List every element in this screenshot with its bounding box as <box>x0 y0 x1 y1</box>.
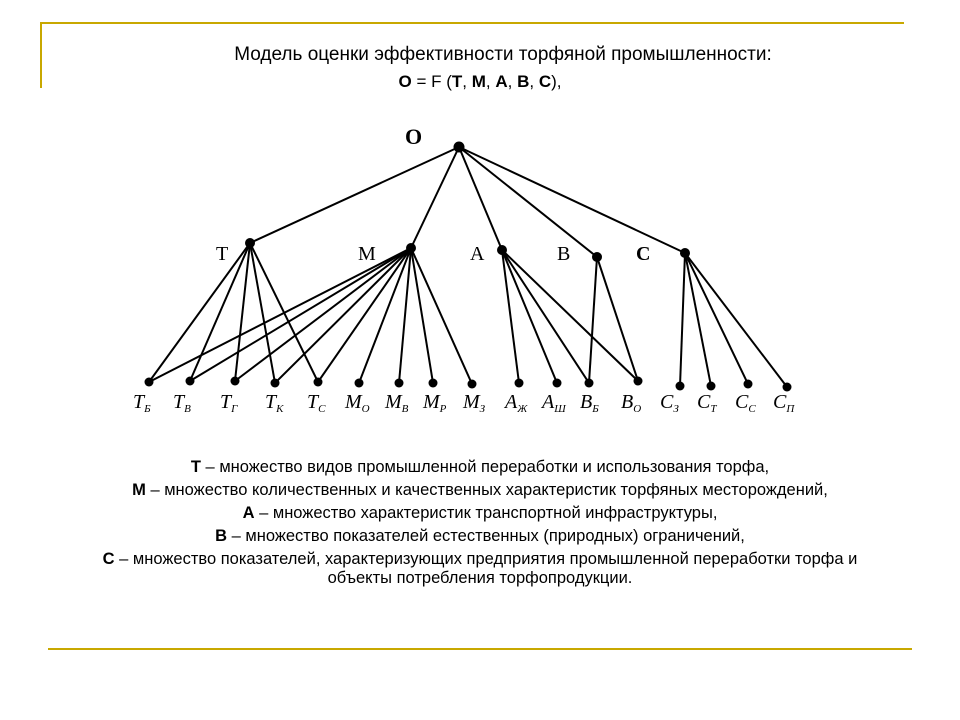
legend-key: С <box>102 550 115 568</box>
legend-key: В <box>215 527 228 545</box>
leaf-node <box>515 379 524 388</box>
tree-edge <box>318 248 411 382</box>
leaf-label: $М_Р$ <box>423 391 447 415</box>
leaf-label: $М_З$ <box>463 391 486 415</box>
legend-text: – множество количественных и качественных характеристик торфяных месторождений, <box>145 481 828 499</box>
group-node-t <box>245 238 255 248</box>
tree-edge <box>459 147 502 250</box>
root-label: О <box>405 124 423 149</box>
tree-edge <box>680 253 685 386</box>
formula-t: Т <box>451 72 463 91</box>
leaf-label: $С_Т$ <box>697 391 717 415</box>
group-label-b: В <box>557 243 571 265</box>
leaf-label: $Т_Б$ <box>133 391 151 415</box>
tree-edge <box>411 248 472 384</box>
leaf-label: $Т_Г$ <box>220 391 238 415</box>
leaf-node <box>634 377 643 386</box>
group-node-c <box>680 248 690 258</box>
tree-edge <box>685 253 787 387</box>
tree-edge <box>250 243 275 383</box>
leaf-node <box>468 380 477 389</box>
slide-title: Модель оценки эффективности торфяной промышленности: <box>234 44 772 65</box>
tree-edge <box>411 248 433 383</box>
leaf-node <box>271 379 280 388</box>
leaf-label: $В_О$ <box>621 391 642 415</box>
tree-edge <box>149 248 411 382</box>
leaf-label: $А_Ж$ <box>505 391 528 415</box>
legend-item <box>90 458 870 477</box>
root-node <box>454 142 465 153</box>
formula: О = F (Т, М, А, В, С), <box>398 72 562 91</box>
formula-b: В <box>517 72 530 91</box>
formula-o: О <box>398 72 412 91</box>
tree-edge <box>235 243 250 381</box>
tree-edge <box>685 253 711 386</box>
leaf-label: $М_О$ <box>345 391 370 415</box>
group-label-m: М <box>358 243 376 265</box>
legend-text: – множество показателей, характеризующих предприятия промышленной переработки торфа и объекты потребления торфопродукции. <box>114 550 858 587</box>
leaf-node <box>314 378 323 387</box>
group-node-m <box>406 243 416 253</box>
bottom-rule <box>48 648 912 650</box>
legend-text: – множество характеристик транспортной инфраструктуры, <box>254 504 718 522</box>
legend <box>90 458 870 592</box>
legend-text: – множество видов промышленной переработки и использования торфа, <box>200 458 770 476</box>
legend-item <box>90 481 870 500</box>
tree-edge <box>411 147 459 248</box>
leaf-node <box>145 378 154 387</box>
formula-c: С <box>538 72 552 91</box>
leaf-node <box>355 379 364 388</box>
group-label-a: А <box>470 243 485 265</box>
tree-edge <box>190 248 411 381</box>
formula-m: М <box>471 72 486 91</box>
tree-edge <box>250 147 459 243</box>
leaf-label: $М_В$ <box>385 391 409 415</box>
group-node-a <box>497 245 507 255</box>
leaf-node <box>395 379 404 388</box>
leaf-node <box>429 379 438 388</box>
leaf-node <box>585 379 594 388</box>
formula-close: ), <box>551 72 562 91</box>
leaf-label: $Т_С$ <box>307 391 326 415</box>
tree-edge <box>502 250 638 381</box>
leaf-node <box>744 380 753 389</box>
legend-item <box>90 504 870 523</box>
leaf-node <box>676 382 685 391</box>
leaf-label: $Т_В$ <box>173 391 191 415</box>
formula-a: А <box>495 72 508 91</box>
leaf-label: $С_П$ <box>773 391 795 415</box>
legend-text: – множество показателей естественных (природных) ограничений, <box>227 527 745 545</box>
leaf-label: $Т_К$ <box>265 391 284 415</box>
group-label-t: Т <box>216 243 229 265</box>
legend-key: М <box>132 481 146 499</box>
group-label-c: С <box>636 243 651 265</box>
formula-eq: = F ( <box>411 72 452 91</box>
group-node-b <box>592 252 602 262</box>
leaf-label: $С_З$ <box>660 391 679 415</box>
leaf-node <box>707 382 716 391</box>
tree-edge <box>685 253 748 384</box>
tree-edge <box>399 248 411 383</box>
legend-item <box>90 550 870 588</box>
tree-edge <box>275 248 411 383</box>
leaf-node <box>186 377 195 386</box>
leaf-label: $В_Б$ <box>580 391 599 415</box>
legend-key: Т <box>190 458 201 476</box>
tree-edge <box>502 250 589 383</box>
leaf-label: $А_Ш$ <box>542 391 566 415</box>
tree-edge <box>589 257 597 383</box>
legend-item <box>90 527 870 546</box>
leaf-node <box>231 377 240 386</box>
leaf-node <box>553 379 562 388</box>
leaf-label: $С_С$ <box>735 391 756 415</box>
legend-key: А <box>242 504 255 522</box>
